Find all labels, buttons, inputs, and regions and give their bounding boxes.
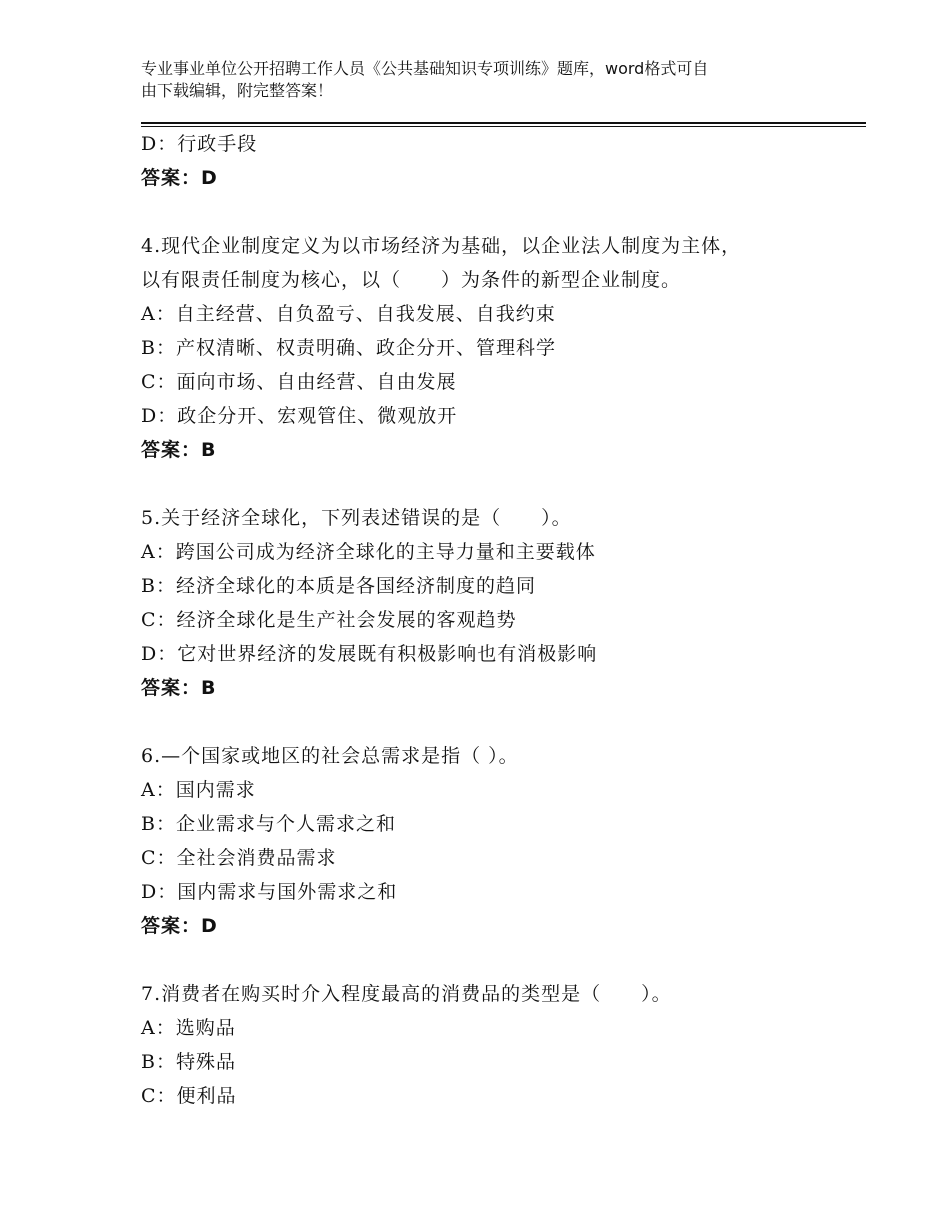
- q5-option-d: D：它对世界经济的发展既有积极影响也有消极影响: [141, 643, 598, 665]
- q4-option-a: A：自主经营、自负盈亏、自我发展、自我约束: [141, 303, 556, 325]
- q4-stem-line-2: 以有限责任制度为核心，以（ ）为条件的新型企业制度。: [141, 269, 682, 291]
- q4-option-c: C：面向市场、自由经营、自由发展: [141, 371, 457, 393]
- q4-stem-line-1: 4.现代企业制度定义为以市场经济为基础，以企业法人制度为主体，: [141, 235, 742, 257]
- q5-stem: 5.关于经济全球化，下列表述错误的是（ ）。: [141, 507, 572, 529]
- q6-stem: 6.—个国家或地区的社会总需求是指（ ）。: [141, 745, 519, 767]
- header-rule-thick: [141, 122, 866, 124]
- q7-option-b: B：特殊品: [141, 1051, 236, 1073]
- q5-option-c: C：经济全球化是生产社会发展的客观趋势: [141, 609, 517, 631]
- q4-answer: 答案：B: [141, 439, 217, 461]
- q5-answer: 答案：B: [141, 677, 217, 699]
- q7-option-c: C：便利品: [141, 1085, 237, 1107]
- question-list: [141, 127, 861, 1113]
- q4-option-b: B：产权清晰、权责明确、政企分开、管理科学: [141, 337, 556, 359]
- q6-option-d: D：国内需求与国外需求之和: [141, 881, 398, 903]
- q6-option-a: A：国内需求: [141, 779, 256, 801]
- q6-option-b: B：企业需求与个人需求之和: [141, 813, 396, 835]
- header-line-1: 专业事业单位公开招聘工作人员《公共基础知识专项训练》题库，word格式可自: [141, 59, 709, 78]
- q5-option-a: A：跨国公司成为经济全球化的主导力量和主要载体: [141, 541, 596, 563]
- q6-option-c: C：全社会消费品需求: [141, 847, 337, 869]
- q7-option-a: A：选购品: [141, 1017, 236, 1039]
- document-header: [141, 58, 831, 102]
- q6-answer: 答案：D: [141, 915, 218, 937]
- q3-answer: 答案：D: [141, 167, 218, 189]
- q5-option-b: B：经济全球化的本质是各国经济制度的趋同: [141, 575, 536, 597]
- header-line-2: 由下载编辑，附完整答案！: [141, 81, 334, 100]
- q4-option-d: D：政企分开、宏观管住、微观放开: [141, 405, 458, 427]
- q3-option-d: D：行政手段: [141, 133, 258, 155]
- q7-stem: 7.消费者在购买时介入程度最高的消费品的类型是（ ）。: [141, 983, 672, 1005]
